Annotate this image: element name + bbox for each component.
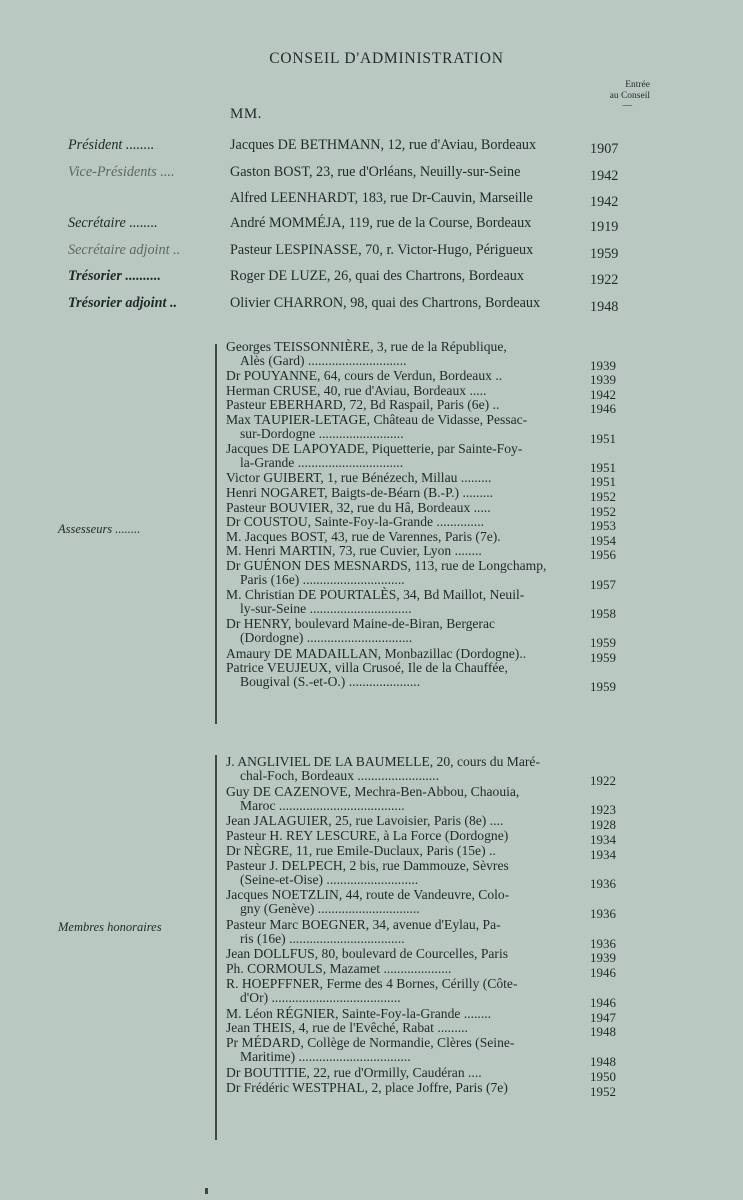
- member-year: 1952: [590, 503, 616, 519]
- entry-header-dash: —: [622, 101, 632, 111]
- page-mark: [205, 1188, 208, 1194]
- officer-row: [0, 268, 743, 295]
- member-line: Dr BOUTITIE, 22, rue d'Ormilly, Caudéran ....: [226, 1064, 482, 1080]
- member-entry: [226, 1081, 594, 1095]
- entry-header-line1: Entrée: [625, 80, 650, 90]
- officer-role: Vice-Présidents ....: [68, 163, 175, 180]
- member-entry: [226, 962, 594, 976]
- member-year: 1951: [590, 459, 616, 475]
- member-line: Pasteur J. DELPECH, 2 bis, rue Dammouze, Sèvres: [226, 857, 509, 873]
- member-year: 1952: [590, 1083, 616, 1099]
- member-entry: [226, 661, 594, 689]
- member-line: J. ANGLIVIEL DE LA BAUMELLE, 20, cours du Maré-: [226, 754, 540, 769]
- assesseurs-section: [0, 340, 743, 740]
- officer-name: Jacques DE BETHMANN, 12, rue d'Aviau, Bordeaux: [230, 137, 537, 153]
- member-line: R. HOEPFFNER, Ferme des 4 Bornes, Cérilly (Côte-: [226, 976, 518, 991]
- officer-year: 1942: [590, 194, 619, 210]
- member-line-continued: d'Or) ......................................: [240, 990, 401, 1005]
- member-line: M. Christian DE POURTALÈS, 34, Bd Maillot, Neuil-: [226, 587, 525, 603]
- member-entry: [226, 859, 594, 887]
- member-line-continued: Alès (Gard) .............................: [240, 353, 407, 368]
- mm-heading: MM.: [230, 106, 262, 122]
- member-year: 1934: [590, 846, 616, 862]
- member-year: 1939: [590, 950, 616, 966]
- member-line: Dr Frédéric WESTPHAL, 2, place Joffre, Paris (7e): [226, 1079, 508, 1095]
- officer-role: Secrétaire ........: [68, 215, 158, 231]
- member-line: Jean DOLLFUS, 80, boulevard de Courcelles, Paris: [226, 946, 509, 962]
- member-line: Dr POUYANNE, 64, cours de Verdun, Bordeaux ..: [226, 368, 503, 384]
- member-line: Amaury DE MADAILLAN, Monbazillac (Dordogne)..: [226, 645, 527, 661]
- member-entry: [226, 844, 594, 858]
- officer-row: [0, 137, 743, 164]
- member-line-continued: (Dordogne) ...............................: [240, 630, 413, 646]
- member-line: Pasteur BOUVIER, 32, rue du Hâ, Bordeaux .....: [226, 499, 491, 515]
- member-year: 1957: [590, 576, 616, 592]
- member-entry: [226, 559, 594, 587]
- member-year: 1958: [590, 605, 616, 621]
- assesseurs-label: Assesseurs ........: [58, 522, 141, 536]
- member-year: 1928: [590, 817, 616, 833]
- member-year: 1942: [590, 386, 616, 402]
- member-line: Dr HENRY, boulevard Maine-de-Biran, Bergerac: [226, 616, 496, 632]
- member-entry: [226, 829, 594, 843]
- member-entry: [226, 501, 594, 515]
- member-entry: [226, 785, 594, 813]
- member-line-continued: Maroc .....................................: [240, 797, 405, 813]
- member-year: 1959: [590, 649, 616, 665]
- member-line: Pasteur EBERHARD, 72, Bd Raspail, Paris (6e) ..: [226, 397, 500, 413]
- officer-year: 1959: [590, 245, 619, 262]
- member-year: 1959: [590, 635, 616, 650]
- member-year: 1952: [590, 489, 616, 504]
- member-year: 1948: [590, 1024, 616, 1040]
- officer-row: [0, 242, 743, 269]
- member-entry: [226, 486, 594, 500]
- member-line: Dr COUSTOU, Sainte-Foy-la-Grande ..............: [226, 514, 484, 530]
- member-line-continued: chal-Foch, Bordeaux ........................: [240, 768, 439, 783]
- member-year: 1946: [590, 965, 616, 981]
- member-line: Victor GUIBERT, 1, rue Bénézech, Millau .........: [226, 470, 492, 486]
- member-line-continued: gny (Genève) ..............................: [240, 901, 420, 917]
- bracket-line: [215, 344, 217, 724]
- member-year: 1936: [590, 876, 616, 892]
- member-entry: [226, 918, 594, 946]
- officer-name: Gaston BOST, 23, rue d'Orléans, Neuilly-sur-Seine: [230, 163, 521, 180]
- honoraires-section: [0, 755, 743, 1145]
- member-entry: [226, 340, 594, 368]
- officer-name: Pasteur LESPINASSE, 70, r. Victor-Hugo, Périgueux: [230, 241, 534, 258]
- member-entry: [226, 755, 594, 783]
- member-line-continued: (Seine-et-Oise) ...........................: [240, 871, 419, 887]
- officer-role: Président ........: [68, 137, 155, 153]
- member-line: Patrice VEUJEUX, villa Crusoé, Ile de la Chauffée,: [226, 660, 508, 676]
- officer-row: [0, 295, 743, 322]
- member-entry: [226, 814, 594, 828]
- member-entry: [226, 647, 594, 661]
- officer-role: Trésorier ..........: [68, 268, 161, 284]
- member-year: 1936: [590, 935, 616, 951]
- member-year: 1939: [590, 357, 616, 373]
- member-year: 1946: [590, 401, 616, 417]
- member-line: Georges TEISSONNIÈRE, 3, rue de la République,: [226, 339, 507, 354]
- member-entry: [226, 398, 594, 412]
- member-line: M. Jacques BOST, 43, rue de Varennes, Paris (7e).: [226, 528, 501, 544]
- member-line: Ph. CORMOULS, Mazamet ....................: [226, 961, 452, 977]
- member-year: 1939: [590, 372, 616, 388]
- member-entry: [226, 413, 594, 441]
- member-year: 1923: [590, 802, 616, 818]
- officer-name: Alfred LEENHARDT, 183, rue Dr-Cauvin, Marseille: [230, 190, 533, 206]
- member-line: Jean JALAGUIER, 25, rue Lavoisier, Paris (8e) ....: [226, 813, 504, 829]
- member-year: 1953: [590, 518, 616, 534]
- member-line: Max TAUPIER-LETAGE, Château de Vidasse, Pessac-: [226, 412, 528, 427]
- officer-year: 1942: [590, 167, 619, 184]
- member-line: M. Léon RÉGNIER, Sainte-Foy-la-Grande ........: [226, 1005, 492, 1021]
- member-entry: [226, 369, 594, 383]
- member-line-continued: Maritime) .................................: [240, 1049, 411, 1065]
- officer-role: Trésorier adjoint ..: [68, 294, 178, 311]
- officer-row: [0, 164, 743, 191]
- member-entry: [226, 1021, 594, 1035]
- member-year: 1948: [590, 1054, 616, 1069]
- member-year: 1934: [590, 832, 616, 847]
- member-entry: [226, 544, 594, 558]
- honoraires-label: Membres honoraires: [58, 920, 162, 934]
- officer-row: [0, 190, 743, 215]
- member-year: 1951: [590, 430, 616, 446]
- member-year: 1950: [590, 1068, 616, 1084]
- member-line-continued: la-Grande ...............................: [240, 455, 404, 471]
- member-entry: [226, 515, 594, 529]
- member-year: 1959: [590, 678, 616, 694]
- member-line: Jacques DE LAPOYADE, Piquetterie, par Sainte-Foy-: [226, 441, 523, 457]
- member-entry: [226, 1007, 594, 1021]
- member-entry: [226, 1036, 594, 1064]
- officer-name: Roger DE LUZE, 26, quai des Chartrons, Bordeaux: [230, 268, 524, 284]
- member-entry: [226, 530, 594, 544]
- member-entry: [226, 442, 594, 470]
- officer-name: Olivier CHARRON, 98, quai des Chartrons, Bordeaux: [230, 294, 541, 311]
- member-entry: [226, 947, 594, 961]
- entry-column-header: [560, 80, 650, 110]
- member-year: 1922: [590, 772, 616, 788]
- member-year: 1954: [590, 532, 616, 548]
- member-entry: [226, 617, 594, 645]
- member-line-continued: Paris (16e) ..............................: [240, 572, 405, 587]
- member-line-continued: ris (16e) ..................................: [240, 930, 405, 946]
- member-entry: [226, 471, 594, 485]
- officer-year: 1907: [590, 141, 619, 157]
- officer-year: 1919: [590, 219, 619, 235]
- member-line-continued: ly-sur-Seine ..............................: [240, 601, 412, 617]
- member-line: Pasteur Marc BOEGNER, 34, avenue d'Eylau, Pa-: [226, 916, 501, 932]
- member-entry: [226, 1066, 594, 1080]
- member-entry: [226, 588, 594, 616]
- member-line: Jacques NOETZLIN, 44, route de Vandeuvre, Colo-: [226, 887, 510, 903]
- officers-list: [0, 137, 743, 321]
- member-line: Henri NOGARET, Baigts-de-Béarn (B.-P.) .........: [226, 485, 494, 500]
- entry-header-line2: au Conseil: [609, 91, 650, 101]
- member-line-continued: sur-Dordogne .........................: [240, 426, 404, 441]
- member-line: Pr MÉDARD, Collège de Normandie, Clères (Seine-: [226, 1035, 515, 1051]
- member-line: Dr GUÉNON DES MESNARDS, 113, rue de Longchamp,: [226, 558, 547, 573]
- member-year: 1947: [590, 1009, 616, 1025]
- member-line: Jean THEIS, 4, rue de l'Evêché, Rabat .........: [226, 1020, 468, 1036]
- bracket-line: [215, 755, 217, 1140]
- officer-name: André MOMMÉJA, 119, rue de la Course, Bordeaux: [230, 215, 532, 231]
- member-entry: [226, 977, 594, 1005]
- member-year: 1946: [590, 994, 616, 1010]
- officer-year: 1948: [590, 298, 619, 315]
- page-title: CONSEIL D'ADMINISTRATION: [269, 50, 504, 67]
- member-year: 1951: [590, 474, 616, 490]
- member-line: Pasteur H. REY LESCURE, à La Force (Dordogne): [226, 828, 509, 843]
- member-line-continued: Bougival (S.-et-O.) .....................: [240, 674, 421, 690]
- officer-role: Secrétaire adjoint ..: [68, 241, 181, 258]
- member-line: M. Henri MARTIN, 73, rue Cuvier, Lyon ........: [226, 543, 482, 559]
- member-line: Herman CRUSE, 40, rue d'Aviau, Bordeaux .....: [226, 382, 487, 398]
- officer-row: [0, 215, 743, 242]
- member-year: 1956: [590, 547, 616, 563]
- member-entry: [226, 384, 594, 398]
- member-line: Guy DE CAZENOVE, Mechra-Ben-Abbou, Chaouia,: [226, 783, 520, 799]
- member-year: 1936: [590, 906, 616, 921]
- member-line: Dr NÈGRE, 11, rue Emile-Duclaux, Paris (15e) ..: [226, 842, 496, 858]
- officer-year: 1922: [590, 272, 619, 288]
- member-entry: [226, 888, 594, 916]
